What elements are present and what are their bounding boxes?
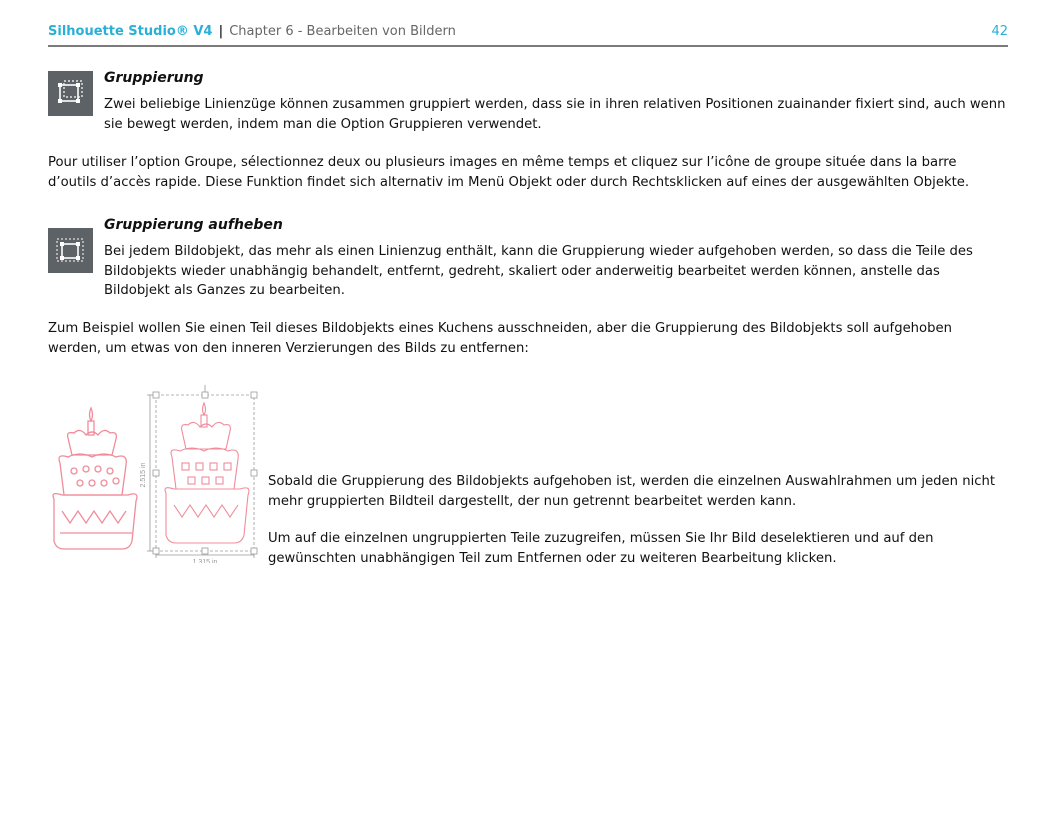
section-heading-ungroup: Gruppierung aufheben (104, 217, 283, 233)
header-divider (48, 45, 1008, 47)
paragraph-after-ungroup: Sobald die Gruppierung des Bildobjekts aufgehoben ist, werden die einzelnen Auswahlrahmen um jeden nicht mehr gruppierten Bildteil dargestellt, der nun getrennt bearbeitet werden kann. (268, 474, 996, 509)
page-header (48, 22, 1008, 44)
page-number: 42 (991, 24, 1008, 39)
header-separator: | (218, 24, 224, 39)
paragraph-select-parts: Um auf die einzelnen ungruppierten Teile zuzugreifen, müssen Sie Ihr Bild deselektieren und auf den gewünschten unabhängigen Teil zum Entfernen oder zu weiteren Bearbeitung klicken. (268, 531, 934, 566)
section-body-group: Zwei beliebige Linienzüge können zusammen gruppiert werden, dass sie in ihren relativen Positionen zuainander fixiert sind, auch wenn sie bewegt werden, indem man die Option Gruppieren verwendet. (104, 97, 1006, 132)
paragraph-example: Zum Beispiel wollen Sie einen Teil dieses Bildobjekts eines Kuchens ausschneiden, aber die Gruppierung des Bildobjekts soll aufgehoben werden, um etwas von den inneren Verzierungen des Bilds zu entfernen: (48, 321, 952, 356)
section-heading-group: Gruppierung (104, 70, 204, 86)
header-title (48, 24, 456, 39)
ungroup-icon (48, 228, 93, 273)
brand-name: Silhouette Studio® V4 (48, 24, 213, 39)
figure-width-label: 1.315 in (192, 559, 218, 563)
section-body-ungroup: Bei jedem Bildobjekt, das mehr als einen Linienzug enthält, kann die Gruppierung wieder aufgehoben werden, so dass die Teile des Bildobjekts wieder unabhängig behandelt, entfernt, gedreht, skaliert oder anderweitig bearbeitet werden können, anstelle das Bildobjekt als Ganzes zu bearbeiten. (104, 244, 973, 298)
group-icon (48, 71, 93, 116)
cake-figure (46, 383, 258, 563)
figure-height-label: 2.515 in (140, 462, 147, 488)
chapter-title: Chapter 6 - Bearbeiten von Bildern (229, 24, 456, 39)
paragraph-group-usage: Pour utiliser l’option Groupe, sélectionnez deux ou plusieurs images en même temps et cliquez sur l’icône de groupe située dans la barre d’outils d’accès rapide. Diese Funktion findet sich alternativ im Menü Objekt oder durch Rechtsklicken auf eines der ausgewählten Objekte. (48, 155, 970, 190)
cake-illustration (46, 383, 258, 563)
